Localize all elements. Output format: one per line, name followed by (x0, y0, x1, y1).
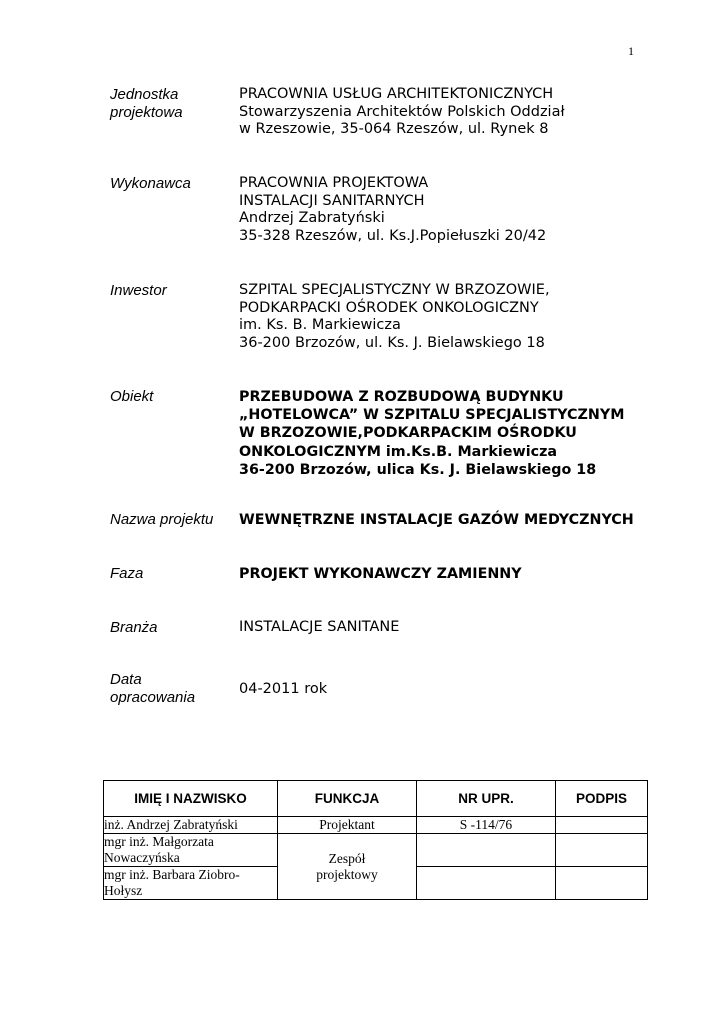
label-line: Nazwa projektu (110, 511, 214, 528)
table-row (104, 834, 648, 867)
field-value (239, 282, 699, 352)
label-line: Faza (110, 565, 144, 582)
shared-function-cell (278, 834, 417, 900)
name-line: Nowaczyńska (104, 850, 180, 865)
value-line: „HOTELOWCA” W SZPITALU SPECJALISTYCZNYM (239, 407, 625, 424)
label-line: Obiekt (110, 388, 154, 405)
signature-cell (556, 817, 648, 834)
value-line: INSTALACJE SANITANE (239, 619, 400, 635)
value-line: PROJEKT WYKONAWCZY ZAMIENNY (239, 566, 522, 582)
field-value (239, 565, 699, 583)
name-line: mgr inż. Barbara Ziobro- (104, 867, 240, 882)
signature-cell (556, 834, 648, 867)
value-line: 35-328 Rzeszów, ul. Ks.J.Popiełuszki 20/42 (239, 227, 547, 244)
signature-cell (556, 867, 648, 900)
value-line: PRACOWNIA USŁUG ARCHITEKTONICZNYCH (239, 86, 554, 102)
field-label (110, 671, 235, 707)
value-line: PRACOWNIA PROJEKTOWA (239, 175, 429, 191)
column-header-function: FUNKCJA (278, 781, 417, 817)
label-line: Data (110, 671, 142, 688)
value-line: 36-200 Brzozów, ulica Ks. J. Bielawskiego 18 (239, 461, 597, 478)
name-cell (104, 867, 278, 900)
name-line: mgr inż. Małgorzata (104, 834, 214, 849)
value-line: PODKARPACKI OŚRODEK ONKOLOGICZNY (239, 299, 539, 316)
value-line: Stowarzyszenia Architektów Polskich Oddział (239, 103, 565, 120)
license-number-cell (417, 867, 556, 900)
label-line: Branża (110, 619, 158, 636)
field-label (110, 511, 235, 529)
table-header-row (104, 781, 648, 817)
table-row (104, 817, 648, 834)
value-line: INSTALACJI SANITARNYCH (239, 192, 425, 209)
signatures-table (103, 780, 648, 900)
value-line: 04-2011 rok (239, 681, 328, 697)
field-label (110, 282, 235, 300)
label-line: Jednostka (110, 86, 179, 103)
field-label (110, 388, 235, 406)
value-line: ONKOLOGICZNYM im.Ks.B. Markiewicza (239, 443, 558, 460)
label-line: Inwestor (110, 282, 167, 299)
field-value (239, 681, 699, 699)
value-line: WEWNĘTRZNE INSTALACJE GAZÓW MEDYCZNYCH (239, 512, 634, 528)
field-label (110, 619, 235, 637)
value-line: im. Ks. B. Markiewicza (239, 317, 401, 334)
function-cell: Projektant (278, 817, 417, 834)
label-line: projektowa (110, 104, 183, 121)
field-label (110, 565, 235, 583)
column-header-license-number: NR UPR. (417, 781, 556, 817)
name-line: Hołysz (104, 883, 143, 898)
name-cell: inż. Andrzej Zabratyński (104, 817, 278, 834)
field-value (239, 511, 699, 529)
label-line: Wykonawca (110, 175, 191, 192)
license-number-cell (417, 834, 556, 867)
function-line: projektowy (316, 866, 378, 882)
column-header-signature: PODPIS (556, 781, 648, 817)
license-number-cell: S -114/76 (417, 817, 556, 834)
value-line: w Rzeszowie, 35-064 Rzeszów, ul. Rynek 8 (239, 121, 549, 138)
field-label (110, 175, 235, 193)
name-cell (104, 834, 278, 867)
field-label (110, 86, 235, 122)
field-value (239, 388, 699, 479)
function-line: Zespół (328, 850, 366, 866)
page-number: 1 (628, 44, 634, 58)
column-header-name: IMIĘ I NAZWISKO (104, 781, 278, 817)
field-value (239, 86, 699, 139)
value-line: PRZEBUDOWA Z ROZBUDOWĄ BUDYNKU (239, 389, 564, 405)
value-line: Andrzej Zabratyński (239, 210, 385, 227)
value-line: SZPITAL SPECJALISTYCZNY W BRZOZOWIE, (239, 282, 550, 298)
label-line: opracowania (110, 689, 196, 706)
value-line: 36-200 Brzozów, ul. Ks. J. Bielawskiego 18 (239, 334, 545, 351)
field-value (239, 619, 699, 637)
value-line: W BRZOZOWIE,PODKARPACKIM OŚRODKU (239, 425, 577, 442)
field-value (239, 175, 699, 245)
